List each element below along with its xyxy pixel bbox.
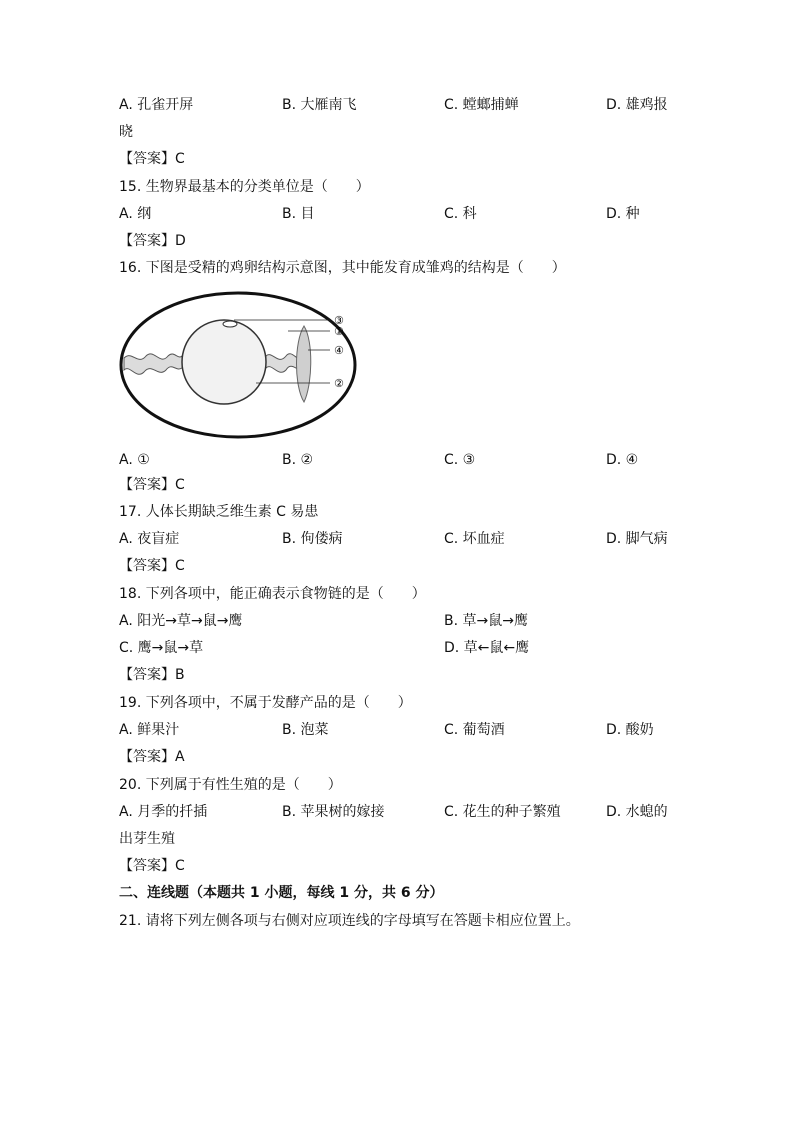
q20-option-d-wrap: 出芽生殖 bbox=[119, 831, 175, 847]
q16-option-c: C. ③ bbox=[444, 452, 476, 468]
q16-option-b: B. ② bbox=[282, 452, 314, 468]
q15-option-d: D. 种 bbox=[606, 206, 640, 222]
germinal-disc bbox=[223, 321, 237, 327]
q18-option-c: C. 鹰→鼠→草 bbox=[119, 640, 204, 656]
q17-option-b: B. 佝偻病 bbox=[282, 531, 343, 547]
q19-option-c: C. 葡萄酒 bbox=[444, 722, 505, 738]
q16-answer: 【答案】C bbox=[119, 477, 185, 493]
q14-option-d: D. 雄鸡报 bbox=[606, 97, 668, 113]
section-heading: 二、连线题（本题共 1 小题，每线 1 分，共 6 分） bbox=[119, 885, 444, 901]
q20-option-b: B. 苹果树的嫁接 bbox=[282, 804, 385, 820]
q15-option-b: B. 目 bbox=[282, 206, 315, 222]
q19-option-d: D. 酸奶 bbox=[606, 722, 654, 738]
q20-option-d: D. 水螅的 bbox=[606, 804, 668, 820]
q20-stem: 20. 下列属于有性生殖的是（ ） bbox=[119, 777, 342, 793]
q14-option-a: A. 孔雀开屏 bbox=[119, 97, 194, 113]
q18-option-d: D. 草←鼠←鹰 bbox=[444, 640, 530, 656]
q17-option-d: D. 脚气病 bbox=[606, 531, 668, 547]
q19-stem: 19. 下列各项中，不属于发酵产品的是（ ） bbox=[119, 695, 412, 711]
q20-answer: 【答案】C bbox=[119, 858, 185, 874]
q19-answer: 【答案】A bbox=[119, 749, 185, 765]
label-3: ③ bbox=[334, 314, 344, 327]
q16-option-d: D. ④ bbox=[606, 452, 639, 468]
q15-stem: 15. 生物界最基本的分类单位是（ ） bbox=[119, 179, 370, 195]
q18-option-a: A. 阳光→草→鼠→鹰 bbox=[119, 613, 243, 629]
q19-option-b: B. 泡菜 bbox=[282, 722, 329, 738]
q17-option-a: A. 夜盲症 bbox=[119, 531, 180, 547]
egg-structure-diagram bbox=[118, 290, 378, 450]
q15-answer: 【答案】D bbox=[119, 233, 186, 249]
q14-answer: 【答案】C bbox=[119, 151, 185, 167]
q14-option-d-wrap: 晓 bbox=[119, 124, 133, 140]
q20-option-c: C. 花生的种子繁殖 bbox=[444, 804, 561, 820]
q16-stem: 16. 下图是受精的鸡卵结构示意图，其中能发育成雏鸡的结构是（ ） bbox=[119, 260, 566, 276]
label-1: ① bbox=[334, 325, 344, 338]
q18-stem: 18. 下列各项中，能正确表示食物链的是（ ） bbox=[119, 586, 426, 602]
q15-option-c: C. 科 bbox=[444, 206, 477, 222]
q21-stem: 21. 请将下列左侧各项与右侧对应项连线的字母填写在答题卡相应位置上。 bbox=[119, 913, 580, 929]
q14-option-c: C. 螳螂捕蝉 bbox=[444, 97, 519, 113]
q17-stem: 17. 人体长期缺乏维生素 C 易患 bbox=[119, 504, 319, 520]
egg-yolk bbox=[182, 320, 266, 404]
q17-answer: 【答案】C bbox=[119, 558, 185, 574]
q14-option-b: B. 大雁南飞 bbox=[282, 97, 357, 113]
label-2: ② bbox=[334, 377, 344, 390]
q17-option-c: C. 坏血症 bbox=[444, 531, 505, 547]
q15-option-a: A. 纲 bbox=[119, 206, 152, 222]
q18-option-b: B. 草→鼠→鹰 bbox=[444, 613, 528, 629]
q18-answer: 【答案】B bbox=[119, 667, 185, 683]
q19-option-a: A. 鲜果汁 bbox=[119, 722, 180, 738]
q20-option-a: A. 月季的扦插 bbox=[119, 804, 208, 820]
label-4: ④ bbox=[334, 344, 344, 357]
q16-option-a: A. ① bbox=[119, 452, 150, 468]
